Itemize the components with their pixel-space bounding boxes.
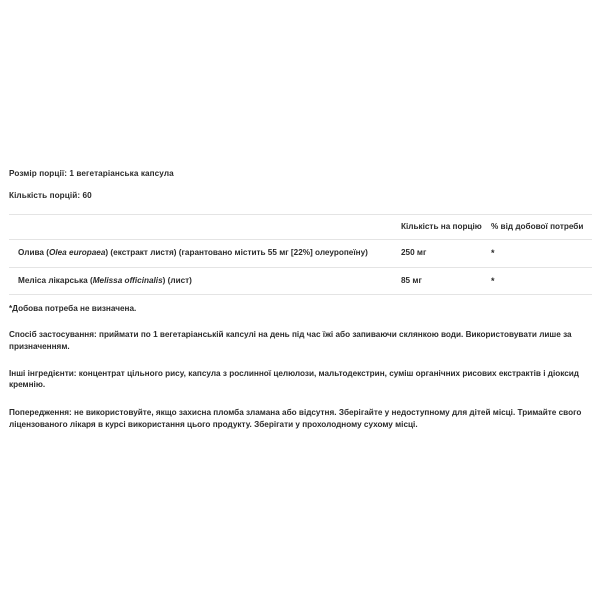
table-row bbox=[9, 240, 592, 267]
ingredient-name-suffix: ) (екстракт листя) (гарантовано містить 55 мг [22%] олеуропеїну) bbox=[105, 248, 368, 258]
top-spacer bbox=[0, 0, 600, 168]
table-body bbox=[9, 240, 592, 295]
directions-paragraph: Спосіб застосування: приймати по 1 вегетаріанській капсулі на день під час їжі або запиваючи склянкою води. Використовувати лише за призначенням. bbox=[9, 329, 572, 351]
ingredient-amount-cell: 250 мг bbox=[400, 240, 490, 267]
ingredient-name-cell bbox=[9, 267, 400, 294]
ingredient-name-prefix: Олива ( bbox=[18, 248, 49, 258]
other-ingredients-paragraph: Інші інгредієнти: концентрат цільного рису, капсула з рослинної целюлози, мальтодекстрин, суміш органічних рисових екстрактів і діоксид кремнію. bbox=[9, 368, 580, 390]
daily-value-footnote: *Добова потреба не визначена. bbox=[9, 304, 137, 314]
serving-size-line: Розмір порції: 1 вегетаріанська капсула bbox=[9, 169, 174, 178]
table-header bbox=[9, 215, 592, 240]
ingredient-name-prefix: Меліса лікарська ( bbox=[18, 275, 93, 285]
ingredient-amount-cell: 85 мг bbox=[400, 267, 490, 294]
column-header-name bbox=[9, 215, 400, 240]
column-header-amount-per-serving: Кількість на порцію bbox=[400, 215, 490, 240]
warning-paragraph: Попередження: не використовуйте, якщо захисна пломба зламана або відсутня. Зберігайте у недоступному для дітей місці. Тримайте свого ліцензованого лікаря в курсі використання цього продукту. Зберігати у прохолодному сухому місці. bbox=[9, 408, 582, 430]
ingredient-latin-name: Melissa officinalis bbox=[92, 275, 163, 285]
table-row bbox=[9, 267, 592, 294]
ingredient-name-cell bbox=[9, 240, 400, 267]
table-header-row bbox=[9, 215, 592, 240]
ingredient-name-suffix: ) (лист) bbox=[162, 275, 192, 285]
supplement-facts-table bbox=[9, 214, 592, 295]
servings-per-container-line: Кількість порцій: 60 bbox=[9, 191, 92, 201]
label-content bbox=[0, 168, 600, 431]
column-header-daily-value: % від добової потреби bbox=[490, 215, 592, 240]
ingredient-latin-name: Olea europaea bbox=[48, 248, 106, 258]
ingredient-daily-value-cell: * bbox=[490, 240, 592, 267]
ingredient-daily-value-cell: * bbox=[490, 267, 592, 294]
